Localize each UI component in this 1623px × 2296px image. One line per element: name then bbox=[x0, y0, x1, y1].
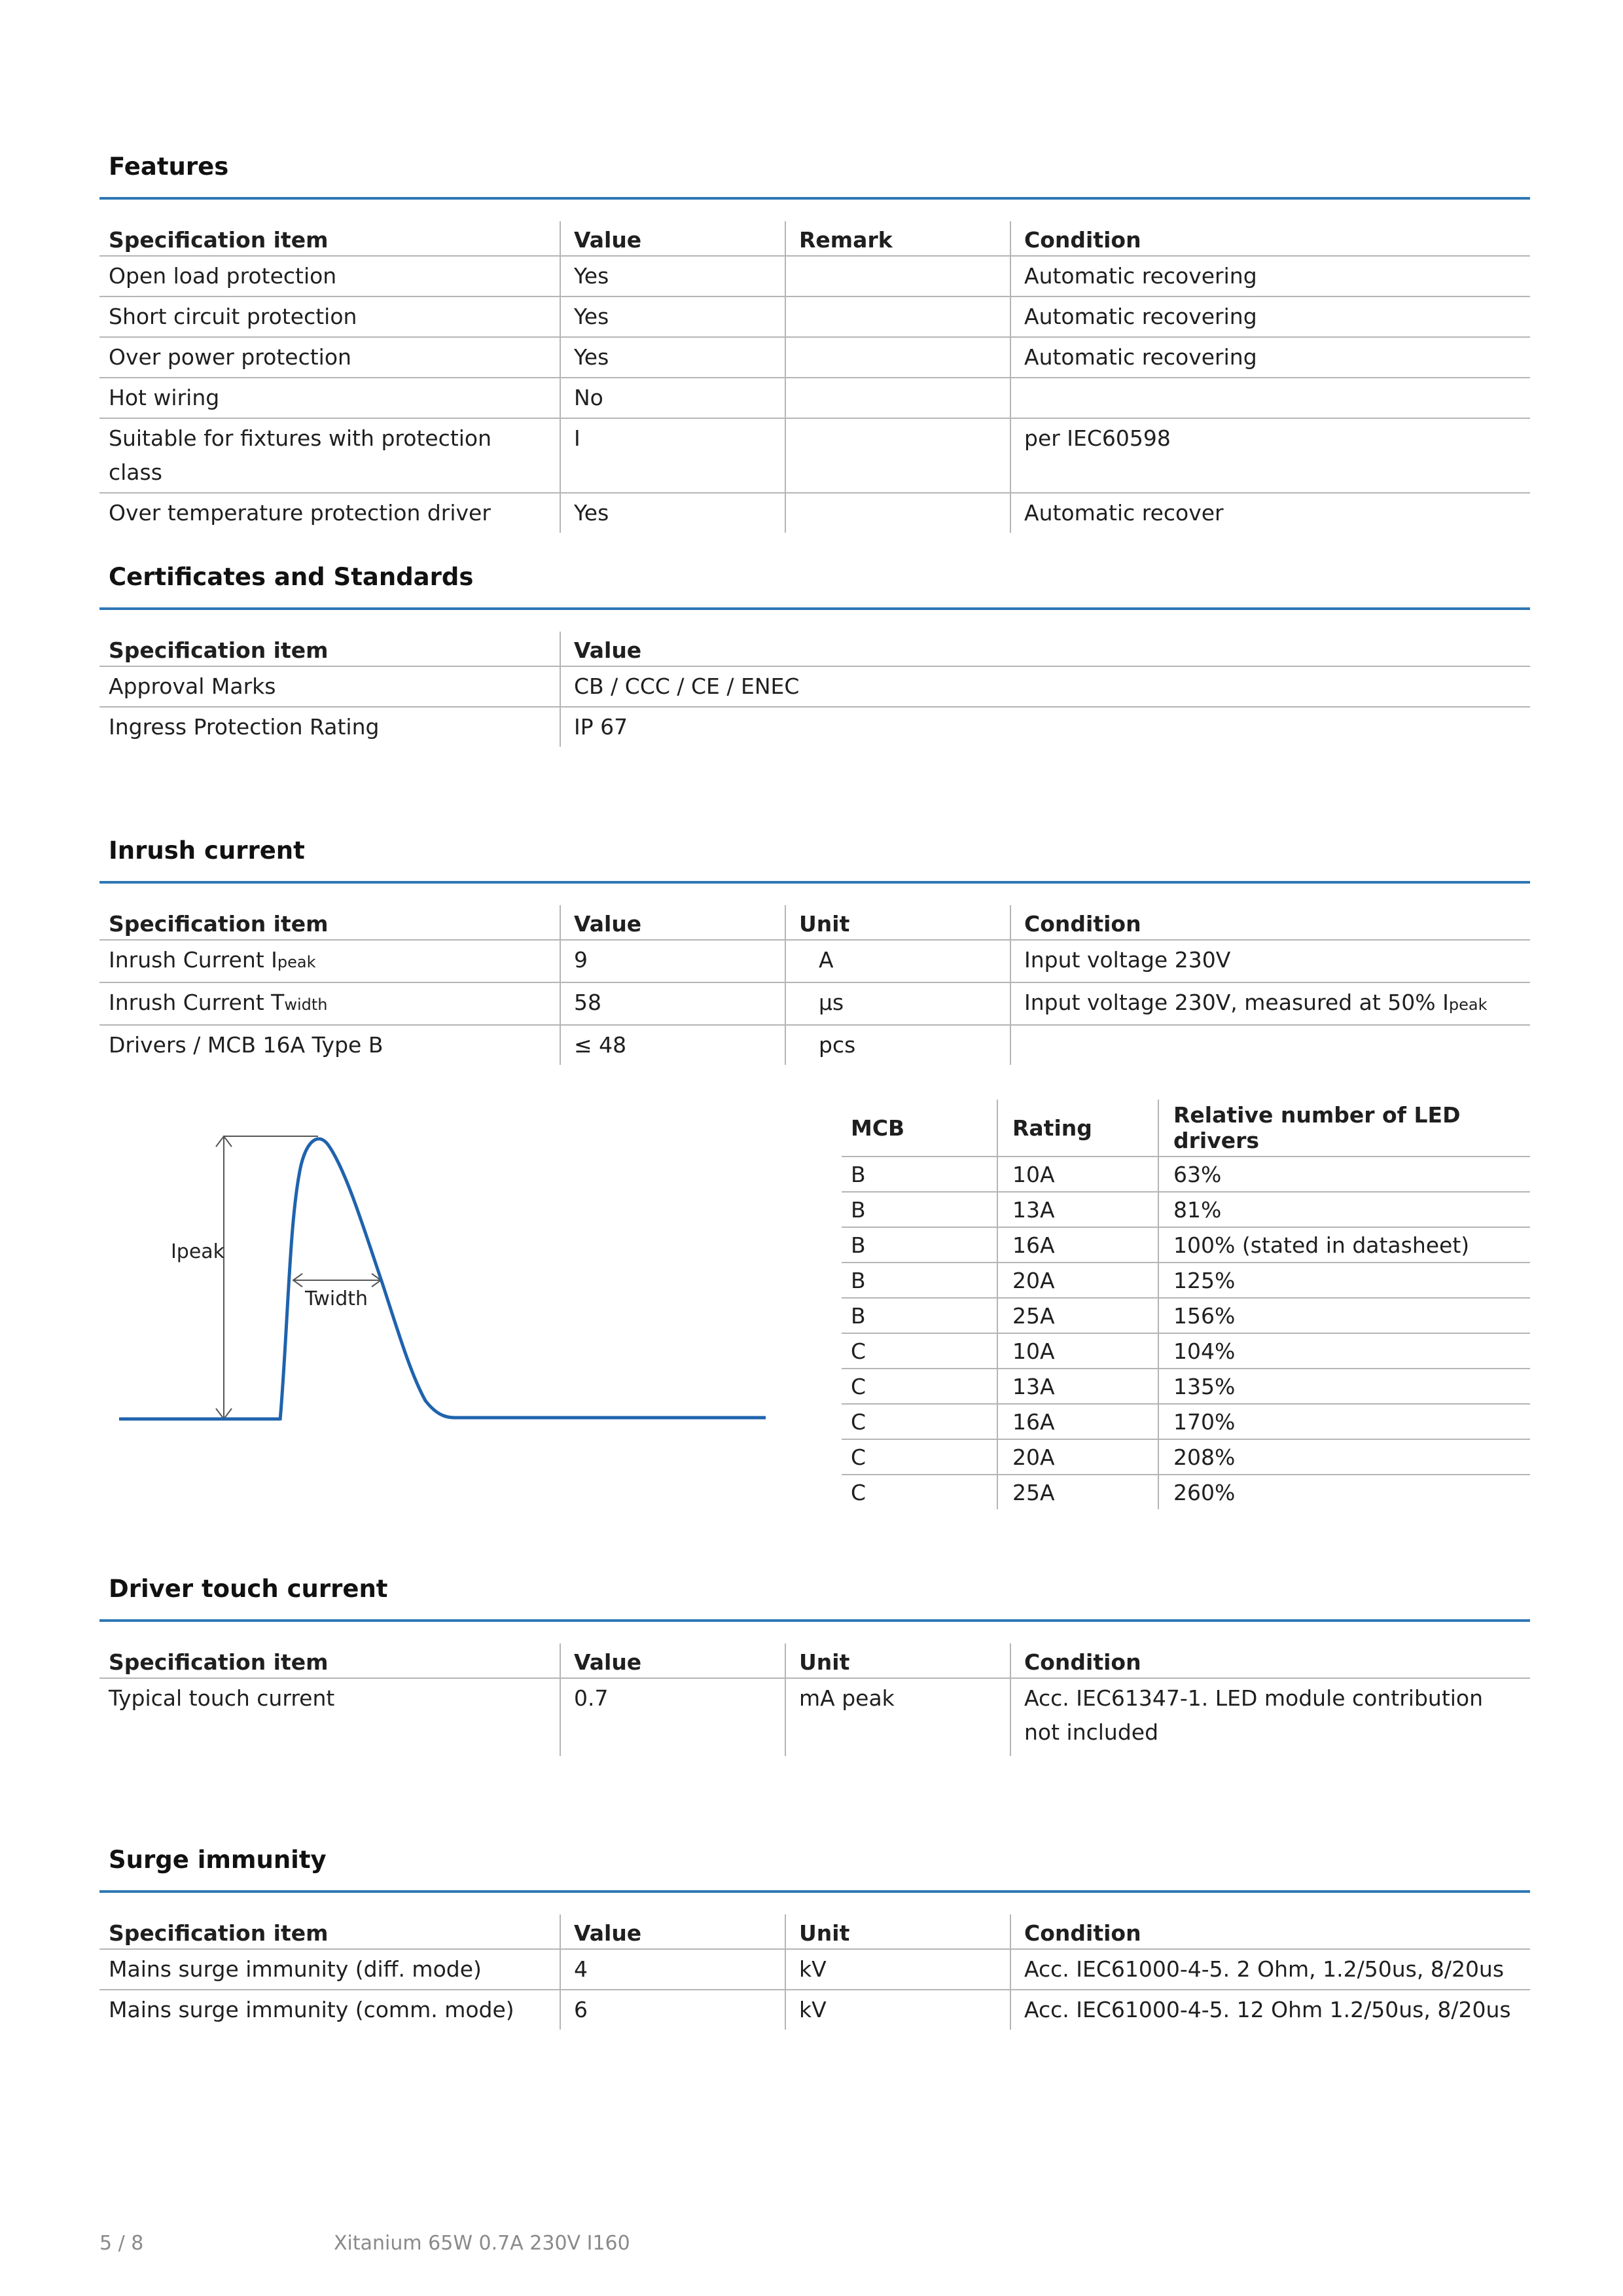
table-row bbox=[842, 1227, 1530, 1263]
col-header: Unit bbox=[785, 905, 1010, 940]
col-header: Rating bbox=[997, 1100, 1158, 1157]
cell: B bbox=[842, 1227, 997, 1263]
cell: 58 bbox=[560, 982, 785, 1025]
col-header: Remark bbox=[785, 221, 1010, 256]
cell: per IEC60598 bbox=[1010, 418, 1530, 493]
cell bbox=[785, 337, 1010, 378]
table-header-row bbox=[99, 1643, 1530, 1678]
col-header: MCB bbox=[842, 1100, 997, 1157]
cell bbox=[785, 378, 1010, 418]
table-row bbox=[99, 1678, 1530, 1756]
table-row bbox=[842, 1192, 1530, 1227]
cell: IP 67 bbox=[560, 707, 1530, 747]
table-row bbox=[842, 1404, 1530, 1439]
cell: mA peak bbox=[785, 1678, 1010, 1756]
cell: Automatic recovering bbox=[1010, 256, 1530, 296]
cell: Yes bbox=[560, 296, 785, 337]
cell: 170% bbox=[1158, 1404, 1530, 1439]
cell: 125% bbox=[1158, 1263, 1530, 1298]
cell: 25A bbox=[997, 1298, 1158, 1333]
cell: 63% bbox=[1158, 1157, 1530, 1192]
cell: B bbox=[842, 1298, 997, 1333]
inrush-rule bbox=[99, 881, 1530, 884]
cell: Input voltage 230V bbox=[1010, 940, 1530, 982]
table-header-row bbox=[99, 1914, 1530, 1949]
cell: Yes bbox=[560, 493, 785, 533]
cell: C bbox=[842, 1333, 997, 1369]
cell: 16A bbox=[997, 1404, 1158, 1439]
table-row bbox=[99, 707, 1530, 747]
cell: A bbox=[785, 940, 1010, 982]
inrush-title: Inrush current bbox=[109, 836, 305, 865]
col-header: Specification item bbox=[99, 905, 560, 940]
cell: 25A bbox=[997, 1475, 1158, 1509]
cell: Hot wiring bbox=[99, 378, 560, 418]
table-row bbox=[842, 1333, 1530, 1369]
cell: pcs bbox=[785, 1025, 1010, 1065]
cell: 100% (stated in datasheet) bbox=[1158, 1227, 1530, 1263]
table-header-row bbox=[842, 1100, 1530, 1157]
table-row bbox=[99, 666, 1530, 707]
cell: Over power protection bbox=[99, 337, 560, 378]
table-row bbox=[99, 418, 1530, 493]
surge-title: Surge immunity bbox=[109, 1846, 327, 1874]
table-row bbox=[842, 1369, 1530, 1404]
col-header: Condition bbox=[1010, 1914, 1530, 1949]
cell: 16A bbox=[997, 1227, 1158, 1263]
cell: Mains surge immunity (comm. mode) bbox=[109, 1997, 514, 2022]
table-row bbox=[99, 1990, 1530, 2030]
item-subscript: peak bbox=[277, 953, 316, 971]
cell: CB / CCC / CE / ENEC bbox=[560, 666, 1530, 707]
touch-table bbox=[99, 1643, 1530, 1756]
table-row bbox=[99, 1949, 1530, 1990]
cell: I bbox=[560, 418, 785, 493]
cell: C bbox=[842, 1439, 997, 1475]
certificates-title: Certificates and Standards bbox=[109, 563, 474, 591]
table-row bbox=[842, 1475, 1530, 1509]
col-header: Value bbox=[560, 905, 785, 940]
cell: Yes bbox=[560, 337, 785, 378]
inrush-waveform-diagram bbox=[111, 1113, 772, 1440]
condition-subscript: peak bbox=[1448, 996, 1488, 1014]
cell: Over temperature protection driver bbox=[109, 500, 491, 526]
cell: Short circuit protection bbox=[99, 296, 560, 337]
cell: C bbox=[842, 1404, 997, 1439]
table-row bbox=[99, 1025, 1530, 1065]
cell: Acc. IEC61347-1. LED module contribution not included bbox=[1010, 1678, 1530, 1756]
ipeak-label: Ipeak bbox=[170, 1240, 225, 1263]
table-row bbox=[842, 1298, 1530, 1333]
table-row bbox=[842, 1157, 1530, 1192]
col-header: Specification item bbox=[99, 1914, 560, 1949]
table-row bbox=[99, 982, 1530, 1025]
cell: 156% bbox=[1158, 1298, 1530, 1333]
cell: 135% bbox=[1158, 1369, 1530, 1404]
cell: 104% bbox=[1158, 1333, 1530, 1369]
cell: ≤ 48 bbox=[560, 1025, 785, 1065]
cell: Acc. IEC61000-4-5. 2 Ohm, 1.2/50us, 8/20us bbox=[1010, 1949, 1530, 1990]
item-text: Inrush Current I bbox=[109, 947, 277, 973]
inrush-table bbox=[99, 905, 1530, 1065]
col-header: Specification item bbox=[99, 221, 560, 256]
cell: kV bbox=[785, 1990, 1010, 2030]
cell: Automatic recover bbox=[1010, 493, 1530, 533]
cell: μs bbox=[785, 982, 1010, 1025]
cell bbox=[99, 982, 560, 1025]
cell bbox=[785, 418, 1010, 493]
table-row bbox=[99, 337, 1530, 378]
col-header: Relative number of LED drivers bbox=[1158, 1100, 1530, 1157]
cell: 4 bbox=[560, 1949, 785, 1990]
surge-rule bbox=[99, 1890, 1530, 1893]
table-row bbox=[99, 256, 1530, 296]
col-header: Value bbox=[560, 1914, 785, 1949]
cell: Acc. IEC61000-4-5. 12 Ohm 1.2/50us, 8/20us bbox=[1010, 1990, 1530, 2030]
cell: kV bbox=[785, 1949, 1010, 1990]
col-header: Value bbox=[560, 632, 1530, 666]
cell: Automatic recovering bbox=[1010, 337, 1530, 378]
cell: Automatic recovering bbox=[1010, 296, 1530, 337]
col-header: Specification item bbox=[99, 632, 560, 666]
cell: Ingress Protection Rating bbox=[109, 714, 380, 740]
certificates-rule bbox=[99, 607, 1530, 610]
cell: 260% bbox=[1158, 1475, 1530, 1509]
cell bbox=[99, 940, 560, 982]
cell: 0.7 bbox=[560, 1678, 785, 1756]
item-subscript: width bbox=[284, 996, 328, 1014]
surge-table bbox=[99, 1914, 1530, 2030]
cell: Suitable for fixtures with protection class bbox=[99, 418, 560, 493]
cell bbox=[785, 493, 1010, 533]
cell bbox=[785, 296, 1010, 337]
twidth-label: Twidth bbox=[304, 1287, 368, 1310]
cell: C bbox=[842, 1369, 997, 1404]
col-header: Value bbox=[560, 1643, 785, 1678]
col-header: Unit bbox=[785, 1643, 1010, 1678]
table-header-row bbox=[99, 905, 1530, 940]
cell: Drivers / MCB 16A Type B bbox=[109, 1032, 383, 1058]
cell: 13A bbox=[997, 1192, 1158, 1227]
cell: 20A bbox=[997, 1263, 1158, 1298]
table-header-row bbox=[99, 221, 1530, 256]
item-text: Inrush Current T bbox=[109, 990, 285, 1015]
product-name: Xitanium 65W 0.7A 230V I160 bbox=[334, 2232, 630, 2255]
cell: 208% bbox=[1158, 1439, 1530, 1475]
table-row bbox=[842, 1439, 1530, 1475]
cell bbox=[785, 256, 1010, 296]
features-title: Features bbox=[109, 152, 229, 181]
cell: 10A bbox=[997, 1333, 1158, 1369]
col-header: Condition bbox=[1010, 905, 1530, 940]
table-row bbox=[99, 378, 1530, 418]
col-header: Condition bbox=[1010, 221, 1530, 256]
col-header: Unit bbox=[785, 1914, 1010, 1949]
cell: Typical touch current bbox=[109, 1685, 335, 1711]
cell: Yes bbox=[560, 256, 785, 296]
cell: 81% bbox=[1158, 1192, 1530, 1227]
page-number: 5 / 8 bbox=[99, 2232, 144, 2255]
table-row bbox=[99, 940, 1530, 982]
touch-rule bbox=[99, 1619, 1530, 1622]
cell: 9 bbox=[560, 940, 785, 982]
cell: Approval Marks bbox=[99, 666, 560, 707]
certificates-table bbox=[99, 632, 1530, 747]
col-header: Specification item bbox=[99, 1643, 560, 1678]
cell: Mains surge immunity (diff. mode) bbox=[99, 1949, 560, 1990]
cell: B bbox=[842, 1157, 997, 1192]
mcb-table bbox=[842, 1100, 1530, 1509]
features-table bbox=[99, 221, 1530, 533]
cell bbox=[1010, 982, 1530, 1025]
table-row bbox=[99, 493, 1530, 533]
cell bbox=[1010, 378, 1530, 418]
col-header: Value bbox=[560, 221, 785, 256]
table-row bbox=[842, 1263, 1530, 1298]
cell: Open load protection bbox=[99, 256, 560, 296]
cell bbox=[1010, 1025, 1530, 1065]
table-header-row bbox=[99, 632, 1530, 666]
cell: 10A bbox=[997, 1157, 1158, 1192]
col-header: Condition bbox=[1010, 1643, 1530, 1678]
features-rule bbox=[99, 197, 1530, 200]
cell: 13A bbox=[997, 1369, 1158, 1404]
cell: 6 bbox=[560, 1990, 785, 2030]
table-row bbox=[99, 296, 1530, 337]
touch-title: Driver touch current bbox=[109, 1575, 388, 1603]
condition-text: Input voltage 230V, measured at 50% I bbox=[1024, 990, 1449, 1015]
cell: No bbox=[560, 378, 785, 418]
cell: C bbox=[851, 1479, 866, 1505]
inrush-waveform-curve bbox=[119, 1139, 766, 1420]
cell: B bbox=[842, 1192, 997, 1227]
cell: B bbox=[842, 1263, 997, 1298]
cell: 20A bbox=[997, 1439, 1158, 1475]
